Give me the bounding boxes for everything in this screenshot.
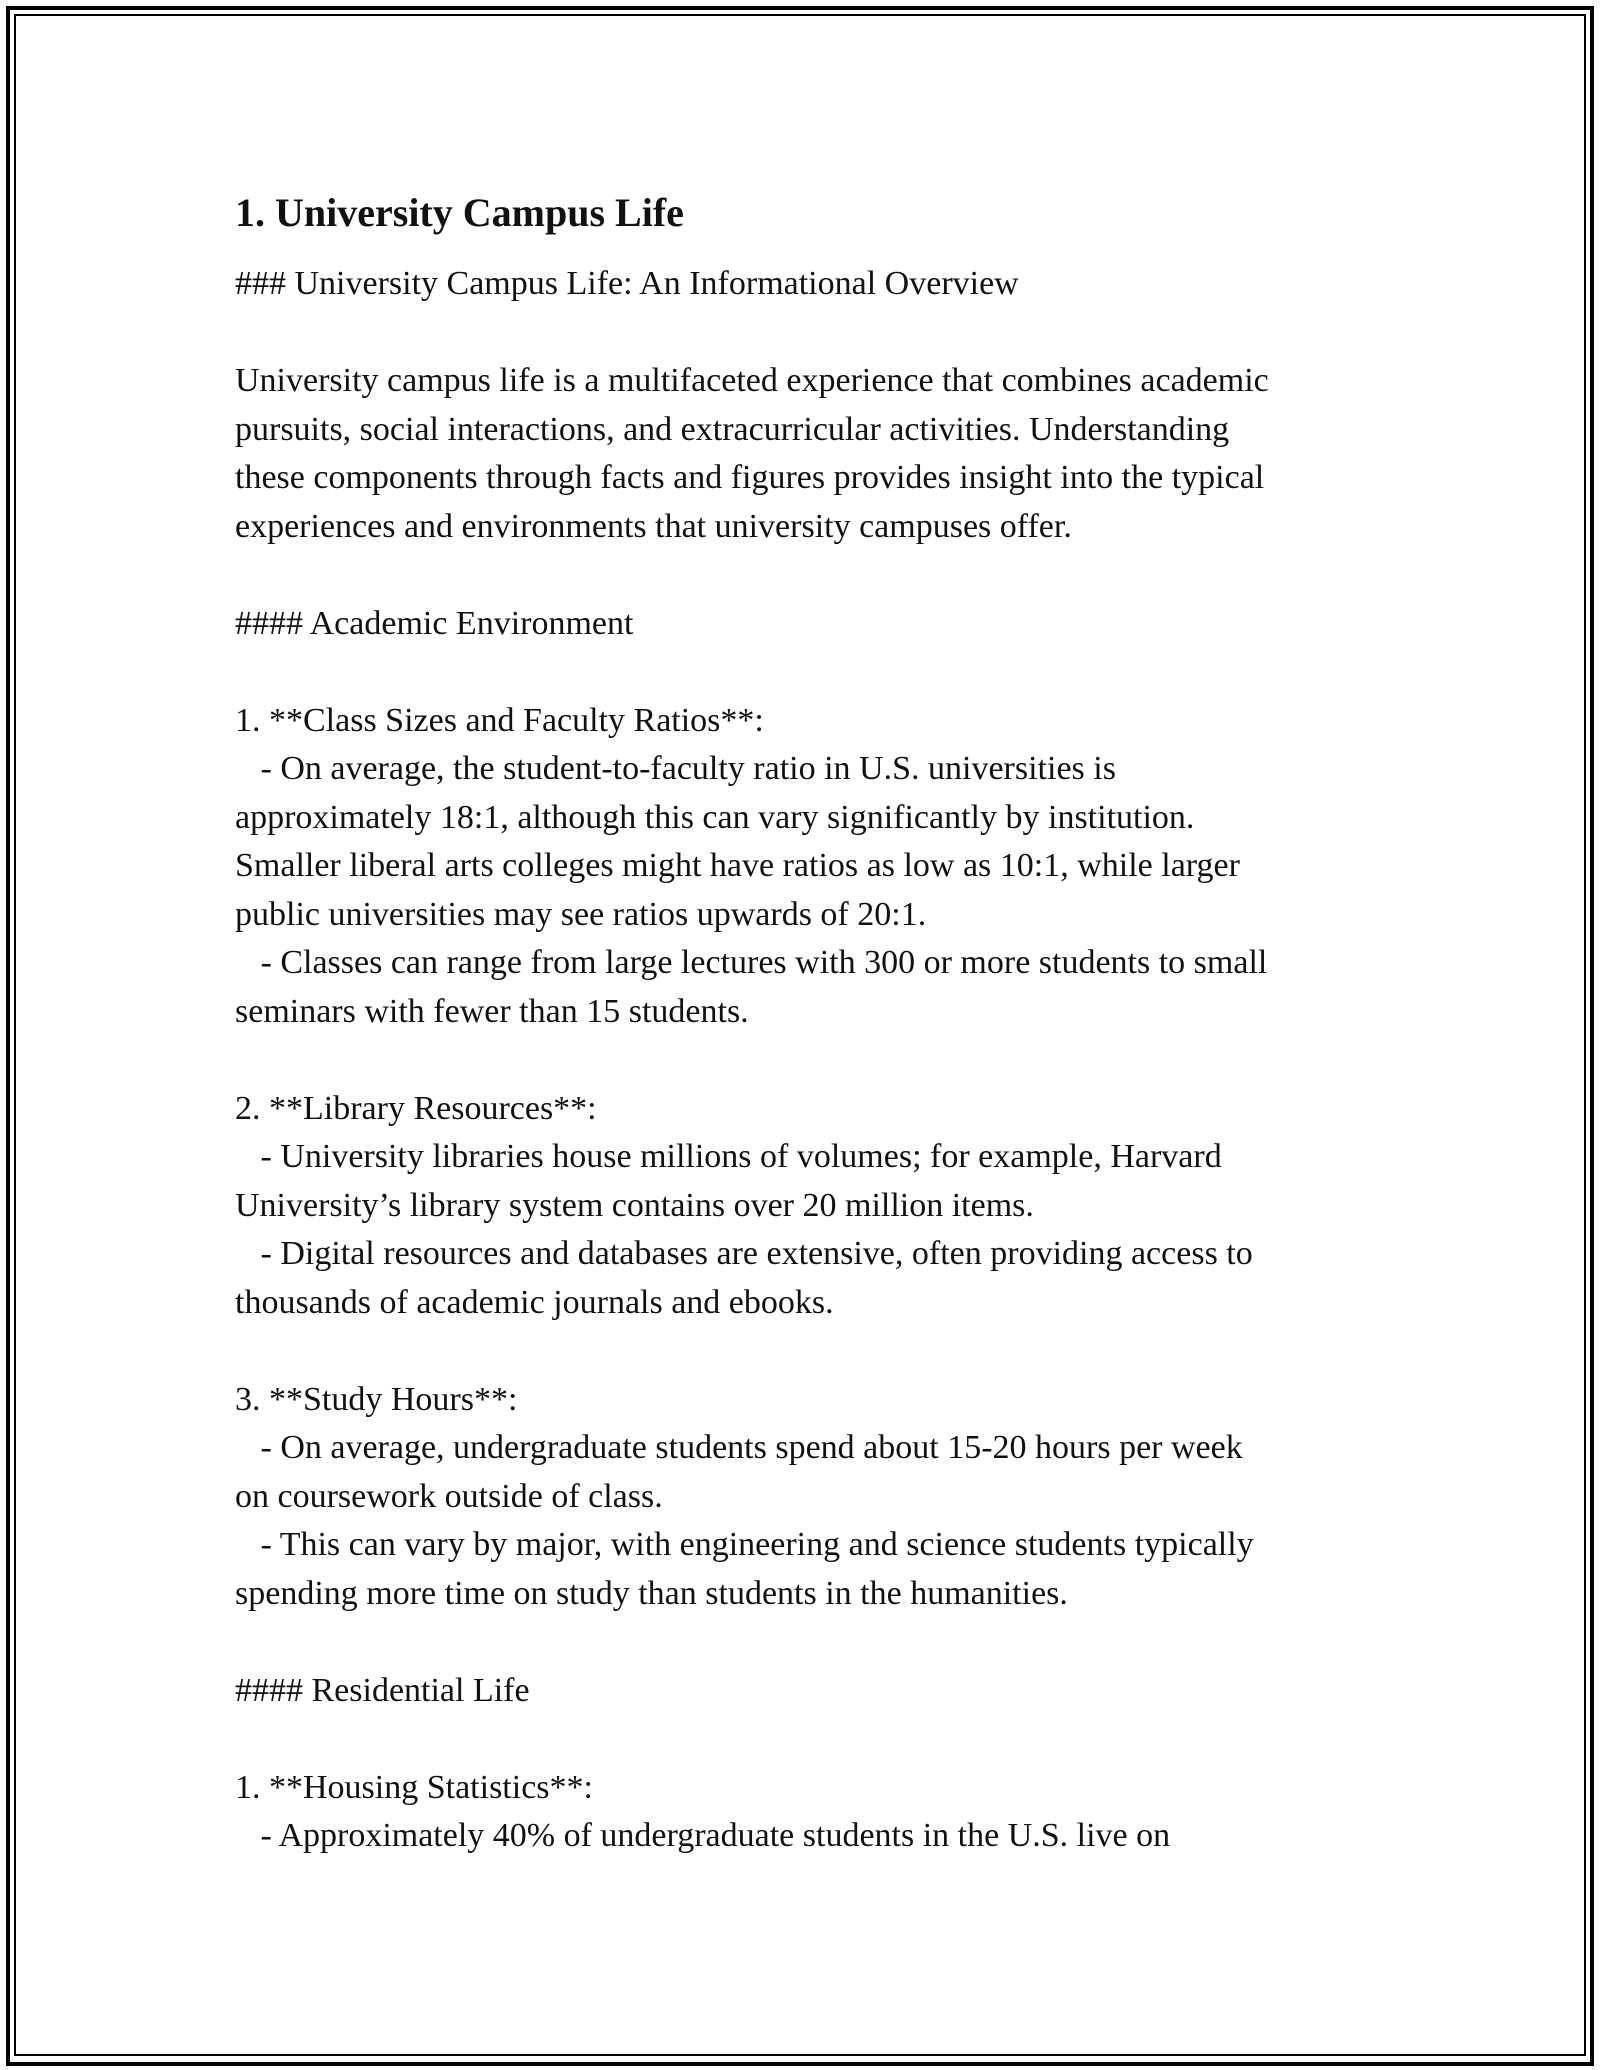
text-line: - Classes can range from large lectures with 300 or more students to small	[235, 944, 1268, 981]
text-line: - On average, undergraduate students spend about 15-20 hours per week	[235, 1429, 1243, 1466]
text-line: 1. **Housing Statistics**:	[235, 1768, 593, 1806]
text-line: seminars with fewer than 15 students.	[235, 992, 749, 1030]
text-line: University’s library system contains over 20 million items.	[235, 1186, 1034, 1224]
text-line: - Digital resources and databases are extensive, often providing access to	[235, 1235, 1253, 1272]
text-line: experiences and environments that university campuses offer.	[235, 507, 1072, 545]
text-line: pursuits, social interactions, and extracurricular activities. Understanding	[235, 410, 1230, 448]
blank-line	[235, 1036, 1365, 1085]
blank-line	[235, 551, 1365, 600]
blank-line	[235, 1715, 1365, 1764]
text-line: on coursework outside of class.	[235, 1477, 663, 1515]
text-line: 3. **Study Hours**:	[235, 1380, 518, 1418]
text-line: - Approximately 40% of undergraduate students in the U.S. live on	[235, 1817, 1171, 1854]
text-line: #### Residential Life	[235, 1671, 530, 1709]
text-line: University campus life is a multifaceted experience that combines academic	[235, 362, 1269, 399]
text-line: 1. **Class Sizes and Faculty Ratios**:	[235, 701, 764, 739]
text-line: spending more time on study than students in the humanities.	[235, 1574, 1068, 1612]
blank-line	[235, 309, 1365, 358]
document-text	[235, 260, 1365, 1861]
text-line: - On average, the student-to-faculty ratio in U.S. universities is	[235, 750, 1116, 787]
blank-line	[235, 648, 1365, 697]
blank-line	[235, 1618, 1365, 1667]
document-title: 1. University Campus Life	[235, 190, 684, 235]
text-line: #### Academic Environment	[235, 604, 634, 642]
text-line: public universities may see ratios upwards of 20:1.	[235, 895, 927, 933]
text-line: approximately 18:1, although this can vary significantly by institution.	[235, 798, 1195, 836]
text-line: - University libraries house millions of volumes; for example, Harvard	[235, 1138, 1222, 1175]
text-line: - This can vary by major, with engineering and science students typically	[235, 1526, 1254, 1563]
text-line: ### University Campus Life: An Informational Overview	[235, 265, 1019, 302]
text-line: 2. **Library Resources**:	[235, 1089, 597, 1127]
text-line: Smaller liberal arts colleges might have ratios as low as 10:1, while larger	[235, 847, 1240, 884]
blank-line	[235, 1327, 1365, 1376]
document-body	[235, 186, 1365, 1861]
text-line: thousands of academic journals and ebooks.	[235, 1283, 834, 1321]
text-line: these components through facts and figures provides insight into the typical	[235, 459, 1265, 496]
